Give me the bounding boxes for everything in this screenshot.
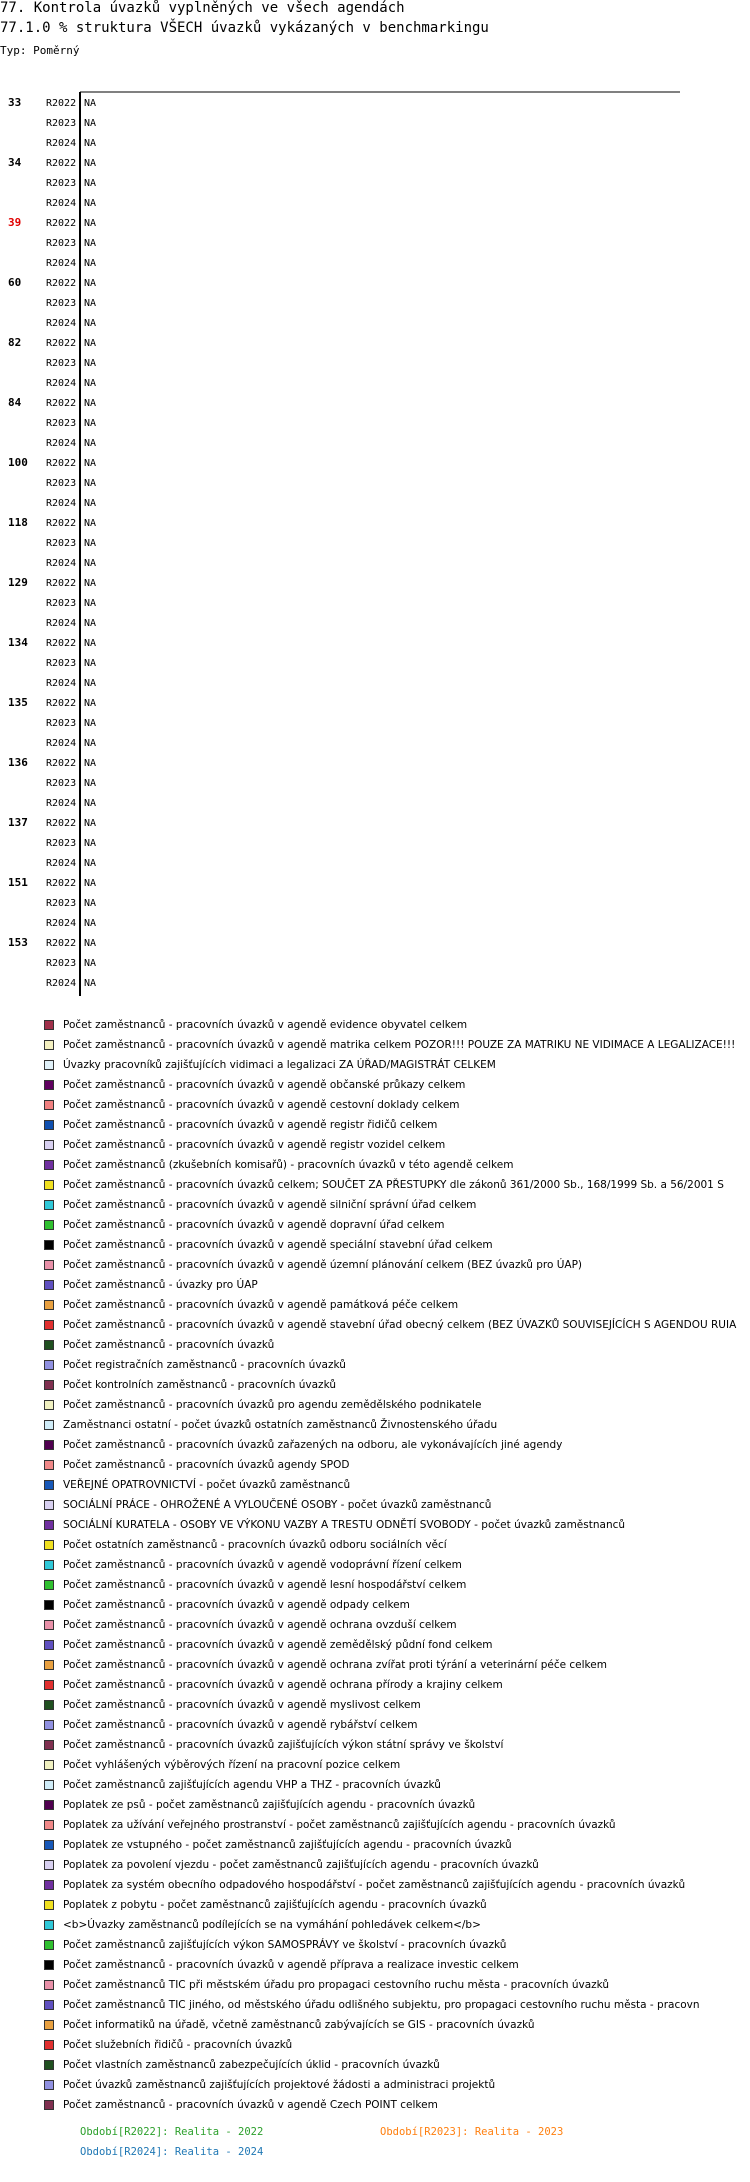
legend-item: [44, 1275, 750, 1295]
legend-label: SOCIÁLNÍ PRÁCE - OHROŽENÉ A VYLOUČENÉ OSOBY - počet úvazků zaměstnanců: [63, 1499, 492, 1511]
period-label: R2022: [46, 578, 77, 589]
legend-swatch: [44, 1480, 54, 1490]
legend-label: Počet zaměstnanců - pracovních úvazků v agendě evidence obyvatel celkem: [63, 1019, 468, 1031]
legend-swatch: [44, 1360, 54, 1370]
value-label: NA: [84, 298, 97, 309]
legend-swatch: [44, 1460, 54, 1470]
legend-swatch: [44, 1660, 54, 1670]
period-label: R2022: [46, 218, 77, 229]
value-label: NA: [84, 178, 97, 189]
legend-label: Počet zaměstnanců - pracovních úvazků v agendě speciální stavební úřad celkem: [63, 1239, 493, 1251]
legend-item: [44, 1675, 750, 1695]
legend-swatch: [44, 1440, 54, 1450]
legend-swatch: [44, 1980, 54, 1990]
category-label: 84: [8, 396, 22, 409]
legend-label: Počet zaměstnanců - pracovních úvazků v agendě ochrana ovzduší celkem: [63, 1619, 457, 1631]
legend-swatch: [44, 1600, 54, 1610]
legend-item: [44, 1175, 750, 1195]
value-label: NA: [84, 278, 97, 289]
category-label: 100: [8, 456, 28, 469]
legend-item: [44, 1455, 750, 1475]
legend-label: Počet zaměstnanců - pracovních úvazků v agendě dopravní úřad celkem: [63, 1219, 445, 1231]
legend-item: [44, 1635, 750, 1655]
legend-swatch: [44, 1520, 54, 1530]
legend-item: [44, 1495, 750, 1515]
value-label: NA: [84, 598, 97, 609]
legend-label: Počet zaměstnanců - pracovních úvazků v agendě matrika celkem POZOR!!! POUZE ZA MATRIKU NE VIDIMACE A LEGALIZACE!!!: [63, 1039, 736, 1051]
legend-item: [44, 1855, 750, 1875]
value-label: NA: [84, 618, 97, 629]
period-label: R2024: [46, 198, 77, 209]
legend-label: Počet zaměstnanců - pracovních úvazků v agendě památková péče celkem: [63, 1299, 459, 1311]
period-label: R2024: [46, 618, 77, 629]
value-label: NA: [84, 378, 97, 389]
value-label: NA: [84, 458, 97, 469]
period-label: R2024: [46, 858, 77, 869]
stacked-bar-chart: [0, 0, 750, 1010]
value-label: NA: [84, 158, 97, 169]
legend-label: Počet zaměstnanců TIC při městském úřadu pro propagaci cestovního ruchu města - pracovních úvazků: [63, 1979, 610, 1991]
legend-item: [44, 1615, 750, 1635]
legend-swatch: [44, 2020, 54, 2030]
legend-swatch: [44, 1840, 54, 1850]
chart-type-label: Typ: Poměrný: [0, 44, 80, 57]
legend-swatch: [44, 1400, 54, 1410]
legend-item: [44, 1255, 750, 1275]
legend-item: [44, 1715, 750, 1735]
legend-label: Počet zaměstnanců - pracovních úvazků v agendě rybářství celkem: [63, 1719, 418, 1731]
legend-item: [44, 2035, 750, 2055]
category-label: 118: [8, 516, 28, 529]
legend-label: Počet zaměstnanců - pracovních úvazků v agendě Czech POINT celkem: [63, 2099, 438, 2111]
legend-swatch: [44, 1280, 54, 1290]
legend-label: Počet úvazků zaměstnanců zajišťujících projektové žádosti a administraci projektů: [63, 2079, 496, 2091]
legend-swatch: [44, 1900, 54, 1910]
legend-label: Počet zaměstnanců - pracovních úvazků zařazených na odboru, ale vykonávajících jiné agendy: [63, 1439, 563, 1451]
legend-swatch: [44, 1040, 54, 1050]
legend-swatch: [44, 1340, 54, 1350]
category-label: 153: [8, 936, 28, 949]
category-label: 151: [8, 876, 28, 889]
period-legend-item: Období[R2024]: Realita - 2024: [80, 2146, 264, 2158]
legend-item: [44, 1155, 750, 1175]
category-label: 60: [8, 276, 22, 289]
period-label: R2022: [46, 518, 77, 529]
legend-item: [44, 1655, 750, 1675]
legend-label: Počet zaměstnanců - pracovních úvazků v agendě registr řidičů celkem: [63, 1119, 438, 1131]
legend-swatch: [44, 1120, 54, 1130]
legend-label: Počet ostatních zaměstnanců - pracovních úvazků odboru sociálních věcí: [63, 1539, 447, 1551]
legend-item: [44, 1135, 750, 1155]
legend-swatch: [44, 1800, 54, 1810]
legend-swatch: [44, 1820, 54, 1830]
legend-swatch: [44, 1380, 54, 1390]
period-label: R2023: [46, 178, 77, 189]
legend-label: Počet zaměstnanců zajišťujících agendu VHP a THZ - pracovních úvazků: [63, 1779, 441, 1791]
category-label: 135: [8, 696, 28, 709]
period-label: R2022: [46, 458, 77, 469]
value-label: NA: [84, 838, 97, 849]
legend-label: Počet zaměstnanců - pracovních úvazků v agendě stavební úřad obecný celkem (BEZ ÚVAZKŮ SOUVISEJÍCÍCH S AGENDOU RUIA: [63, 1319, 737, 1331]
value-label: NA: [84, 878, 97, 889]
legend-item: [44, 1835, 750, 1855]
legend-label: Počet informatiků na úřadě, včetně zaměstnanců zabývajících se GIS - pracovních úvazků: [63, 2019, 535, 2031]
period-label: R2024: [46, 378, 77, 389]
period-label: R2024: [46, 498, 77, 509]
legend-label: Počet zaměstnanců - pracovních úvazků v agendě zemědělský půdní fond celkem: [63, 1639, 493, 1651]
legend-label: Počet zaměstnanců - pracovních úvazků v agendě myslivost celkem: [63, 1699, 421, 1711]
period-label: R2022: [46, 638, 77, 649]
legend-swatch: [44, 1080, 54, 1090]
legend-label: Počet zaměstnanců - pracovních úvazků v agendě lesní hospodářství celkem: [63, 1579, 467, 1591]
value-label: NA: [84, 258, 97, 269]
legend-item: [44, 1355, 750, 1375]
value-label: NA: [84, 818, 97, 829]
legend-swatch: [44, 1720, 54, 1730]
legend-item: [44, 1695, 750, 1715]
value-label: NA: [84, 338, 97, 349]
category-label: 82: [8, 336, 22, 349]
legend-label: Počet zaměstnanců - pracovních úvazků v agendě příprava a realizace investic celkem: [63, 1959, 519, 1971]
period-label: R2024: [46, 558, 77, 569]
legend-item: [44, 1195, 750, 1215]
period-label: R2024: [46, 798, 77, 809]
legend-label: Počet zaměstnanců - pracovních úvazků v agendě vodoprávní řízení celkem: [63, 1559, 462, 1571]
legend-swatch: [44, 2060, 54, 2070]
period-label: R2024: [46, 678, 77, 689]
legend-swatch: [44, 2040, 54, 2050]
legend-label: Počet zaměstnanců - pracovních úvazků v agendě silniční správní úřad celkem: [63, 1199, 477, 1211]
value-label: NA: [84, 238, 97, 249]
period-label: R2022: [46, 938, 77, 949]
legend-swatch: [44, 1300, 54, 1310]
category-label: 134: [8, 636, 28, 649]
legend-swatch: [44, 1680, 54, 1690]
period-label: R2023: [46, 778, 77, 789]
legend-swatch: [44, 1740, 54, 1750]
value-label: NA: [84, 758, 97, 769]
legend-swatch: [44, 1020, 54, 1030]
legend-swatch: [44, 1760, 54, 1770]
value-label: NA: [84, 358, 97, 369]
legend-label: Poplatek za povolení vjezdu - počet zaměstnanců zajišťujících agendu - pracovních úvazků: [63, 1859, 539, 1871]
legend-swatch: [44, 2000, 54, 2010]
value-label: NA: [84, 498, 97, 509]
category-label: 39: [8, 216, 22, 229]
legend-label: Počet služebních řidičů - pracovních úvazků: [63, 2039, 293, 2051]
legend-label: Počet zaměstnanců - pracovních úvazků v agendě ochrana přírody a krajiny celkem: [63, 1679, 503, 1691]
legend-label: Počet zaměstnanců zajišťujících výkon SAMOSPRÁVY ve školství - pracovních úvazků: [63, 1939, 507, 1951]
period-label: R2022: [46, 158, 77, 169]
legend-swatch: [44, 1540, 54, 1550]
period-label: R2023: [46, 118, 77, 129]
legend-item: [44, 1735, 750, 1755]
value-label: NA: [84, 778, 97, 789]
legend-label: Počet zaměstnanců (zkušebních komisařů) - pracovních úvazků v této agendě celkem: [63, 1159, 514, 1171]
period-label: R2023: [46, 838, 77, 849]
value-label: NA: [84, 218, 97, 229]
period-label: R2022: [46, 338, 77, 349]
legend-label: Počet zaměstnanců - pracovních úvazků pro agendu zemědělského podnikatele: [63, 1399, 482, 1411]
legend-label: Poplatek ze psů - počet zaměstnanců zajišťujících agendu - pracovních úvazků: [63, 1799, 476, 1811]
period-label: R2023: [46, 718, 77, 729]
legend-item: [44, 2015, 750, 2035]
period-label: R2022: [46, 878, 77, 889]
period-label: R2022: [46, 698, 77, 709]
period-label: R2023: [46, 418, 77, 429]
legend-item: [44, 1315, 750, 1335]
legend-swatch: [44, 1640, 54, 1650]
value-label: NA: [84, 558, 97, 569]
legend-item: [44, 1395, 750, 1415]
legend-item: [44, 1935, 750, 1955]
legend-label: Počet registračních zaměstnanců - pracovních úvazků: [63, 1359, 346, 1371]
period-label: R2023: [46, 598, 77, 609]
category-label: 129: [8, 576, 28, 589]
value-label: NA: [84, 398, 97, 409]
legend-swatch: [44, 1200, 54, 1210]
legend-label: Počet zaměstnanců - pracovních úvazků v agendě občanské průkazy celkem: [63, 1079, 466, 1091]
legend-swatch: [44, 1260, 54, 1270]
legend-label: Poplatek ze vstupného - počet zaměstnanců zajišťujících agendu - pracovních úvazků: [63, 1839, 512, 1851]
legend-item: [44, 2055, 750, 2075]
legend-label: VEŘEJNÉ OPATROVNICTVÍ - počet úvazků zaměstnanců: [63, 1479, 351, 1491]
legend-label: Počet zaměstnanců - pracovních úvazků v agendě registr vozidel celkem: [63, 1139, 446, 1151]
category-label: 136: [8, 756, 28, 769]
legend-swatch: [44, 1220, 54, 1230]
legend-swatch: [44, 1620, 54, 1630]
legend-item: [44, 1955, 750, 1975]
value-label: NA: [84, 798, 97, 809]
period-label: R2024: [46, 318, 77, 329]
period-label: R2023: [46, 238, 77, 249]
value-label: NA: [84, 138, 97, 149]
legend-swatch: [44, 1960, 54, 1970]
period-label: R2022: [46, 398, 77, 409]
legend-item: [44, 1475, 750, 1495]
legend-item: [44, 1815, 750, 1835]
legend-item: [44, 1975, 750, 1995]
category-label: 33: [8, 96, 22, 109]
value-label: NA: [84, 918, 97, 929]
value-label: NA: [84, 638, 97, 649]
legend-item: [44, 1095, 750, 1115]
period-label: R2023: [46, 358, 77, 369]
legend-label: Počet zaměstnanců TIC jiného, od městského úřadu odlišného subjektu, pro propagaci cestovního ruchu města - pracovn: [63, 1999, 700, 2011]
legend-swatch: [44, 1240, 54, 1250]
legend-swatch: [44, 1580, 54, 1590]
value-label: NA: [84, 858, 97, 869]
value-label: NA: [84, 578, 97, 589]
value-label: NA: [84, 418, 97, 429]
legend-swatch: [44, 1860, 54, 1870]
period-label: R2023: [46, 538, 77, 549]
legend-label: Počet zaměstnanců - pracovních úvazků: [63, 1339, 275, 1351]
legend-item: [44, 1435, 750, 1455]
period-label: R2023: [46, 658, 77, 669]
legend-item: [44, 1795, 750, 1815]
legend-item: [44, 1335, 750, 1355]
legend-item: [44, 1755, 750, 1775]
period-label: R2022: [46, 98, 77, 109]
legend-label: Počet vlastních zaměstnanců zabezpečujících úklid - pracovních úvazků: [63, 2059, 440, 2071]
legend-item: [44, 1235, 750, 1255]
legend-label: Počet zaměstnanců - úvazky pro ÚAP: [63, 1279, 258, 1291]
legend-swatch: [44, 1560, 54, 1570]
value-label: NA: [84, 438, 97, 449]
value-label: NA: [84, 958, 97, 969]
legend-swatch: [44, 1140, 54, 1150]
legend-label: Počet vyhlášených výběrových řízení na pracovní pozice celkem: [63, 1759, 401, 1771]
category-label: 137: [8, 816, 28, 829]
legend-item: [44, 1115, 750, 1135]
period-label: R2023: [46, 298, 77, 309]
value-label: NA: [84, 898, 97, 909]
legend-swatch: [44, 1180, 54, 1190]
value-label: NA: [84, 98, 97, 109]
legend-swatch: [44, 1500, 54, 1510]
legend-swatch: [44, 1920, 54, 1930]
legend-swatch: [44, 1700, 54, 1710]
value-label: NA: [84, 118, 97, 129]
legend-item: [44, 1215, 750, 1235]
legend-swatch: [44, 1880, 54, 1890]
legend-item: [44, 1415, 750, 1435]
legend-item: [44, 1015, 750, 1035]
period-label: R2024: [46, 738, 77, 749]
legend-label: Počet zaměstnanců - pracovních úvazků v agendě odpady celkem: [63, 1599, 410, 1611]
legend-item: [44, 1555, 750, 1575]
legend-swatch: [44, 1420, 54, 1430]
legend-swatch: [44, 2080, 54, 2090]
legend-swatch: [44, 2100, 54, 2110]
value-label: NA: [84, 658, 97, 669]
value-label: NA: [84, 538, 97, 549]
legend-item: [44, 1595, 750, 1615]
period-label: R2024: [46, 438, 77, 449]
legend-item: [44, 2075, 750, 2095]
legend-label: Počet zaměstnanců - pracovních úvazků v agendě cestovní doklady celkem: [63, 1099, 460, 1111]
legend-item: [44, 1055, 750, 1075]
legend-item: [44, 1895, 750, 1915]
legend-label: Poplatek za systém obecního odpadového hospodářství - počet zaměstnanců zajišťujících agendu - pracovních úvazků: [63, 1879, 686, 1891]
legend-item: [44, 1295, 750, 1315]
legend-item: [44, 1075, 750, 1095]
value-label: NA: [84, 478, 97, 489]
legend-item: [44, 1875, 750, 1895]
value-label: NA: [84, 738, 97, 749]
chart-legend: [44, 1015, 750, 2115]
period-label: R2023: [46, 898, 77, 909]
legend-label: Počet zaměstnanců - pracovních úvazků zajišťujících výkon státní správy ve školství: [63, 1739, 504, 1751]
page-title: 77. Kontrola úvazků vyplněných ve všech agendách: [0, 0, 405, 16]
legend-swatch: [44, 1780, 54, 1790]
period-label: R2023: [46, 958, 77, 969]
page-subtitle: 77.1.0 % struktura VŠECH úvazků vykázaných v benchmarkingu: [0, 20, 489, 36]
legend-item: [44, 1915, 750, 1935]
legend-item: [44, 2095, 750, 2115]
legend-swatch: [44, 1100, 54, 1110]
legend-label: Zaměstnanci ostatní - počet úvazků ostatních zaměstnanců Živnostenského úřadu: [63, 1419, 498, 1431]
period-label: R2023: [46, 478, 77, 489]
value-label: NA: [84, 978, 97, 989]
period-legend-item: Období[R2023]: Realita - 2023: [380, 2126, 564, 2138]
value-label: NA: [84, 518, 97, 529]
legend-label: Počet zaměstnanců - pracovních úvazků celkem; SOUČET ZA PŘESTUPKY dle zákonů 361/2000 Sb., 168/1999 Sb. a 56/2001 S: [63, 1179, 724, 1191]
period-label: R2024: [46, 138, 77, 149]
legend-item: [44, 1775, 750, 1795]
period-label: R2022: [46, 278, 77, 289]
legend-item: [44, 1375, 750, 1395]
legend-item: [44, 1515, 750, 1535]
legend-label: Úvazky pracovníků zajišťujících vidimaci a legalizaci ZA ÚŘAD/MAGISTRÁT CELKEM: [63, 1059, 496, 1071]
period-label: R2024: [46, 918, 77, 929]
value-label: NA: [84, 718, 97, 729]
period-label: R2024: [46, 978, 77, 989]
period-label: R2022: [46, 818, 77, 829]
legend-label: Počet zaměstnanců - pracovních úvazků v agendě ochrana zvířat proti týrání a veterinární péče celkem: [63, 1659, 607, 1671]
legend-label: SOCIÁLNÍ KURATELA - OSOBY VE VÝKONU VAZBY A TRESTU ODNĚTÍ SVOBODY - počet úvazků zaměstnanců: [63, 1519, 626, 1531]
legend-swatch: [44, 1160, 54, 1170]
legend-label: Poplatek za užívání veřejného prostranství - počet zaměstnanců zajišťujících agendu - pracovních úvazků: [63, 1819, 616, 1831]
legend-swatch: [44, 1320, 54, 1330]
value-label: NA: [84, 678, 97, 689]
period-label: R2024: [46, 258, 77, 269]
legend-item: [44, 1575, 750, 1595]
value-label: NA: [84, 938, 97, 949]
legend-label: Počet kontrolních zaměstnanců - pracovních úvazků: [63, 1379, 336, 1391]
legend-label: Počet zaměstnanců - pracovních úvazků v agendě územní plánování celkem (BEZ úvazků pro ÚAP): [63, 1259, 583, 1271]
period-label: R2022: [46, 758, 77, 769]
value-label: NA: [84, 318, 97, 329]
legend-label: <b>Úvazky zaměstnanců podílejících se na vymáhání pohledávek celkem</b>: [63, 1919, 481, 1931]
value-label: NA: [84, 198, 97, 209]
period-legend-item: Období[R2022]: Realita - 2022: [80, 2126, 264, 2138]
legend-swatch: [44, 1060, 54, 1070]
legend-item: [44, 1995, 750, 2015]
value-label: NA: [84, 698, 97, 709]
category-label: 34: [8, 156, 22, 169]
legend-swatch: [44, 1940, 54, 1950]
legend-label: Poplatek z pobytu - počet zaměstnanců zajišťujících agendu - pracovních úvazků: [63, 1899, 487, 1911]
legend-item: [44, 1035, 750, 1055]
legend-label: Počet zaměstnanců - pracovních úvazků agendy SPOD: [63, 1459, 350, 1471]
legend-item: [44, 1535, 750, 1555]
